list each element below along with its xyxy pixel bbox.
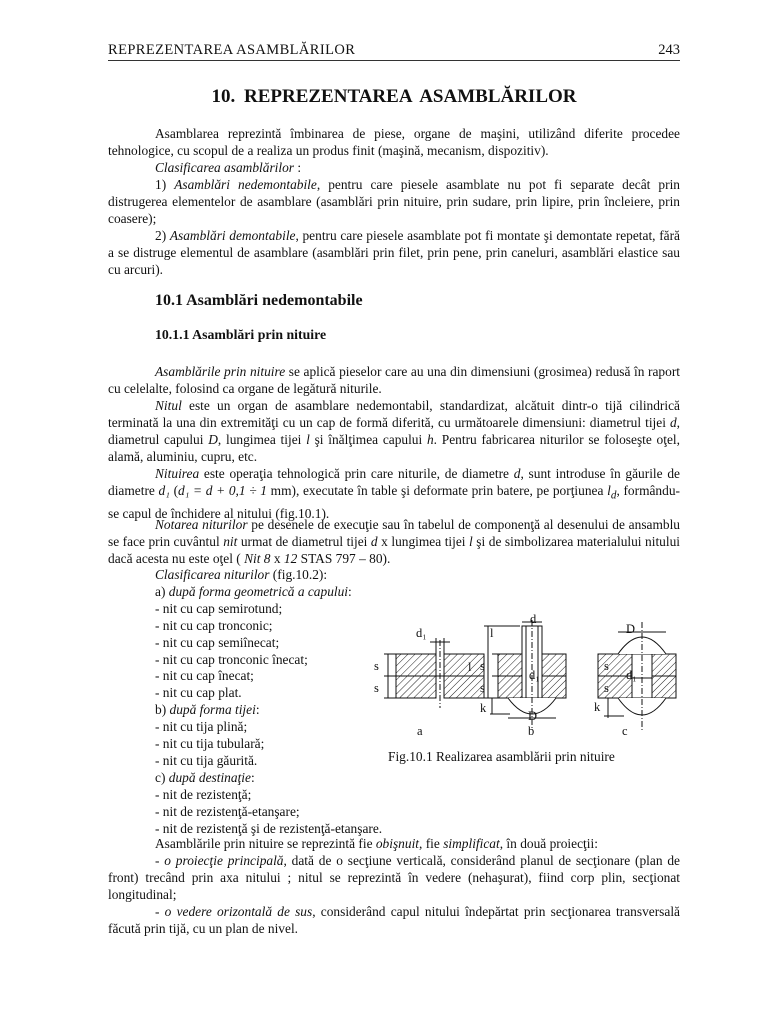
dim-label-d1: d₁ [529,668,540,682]
panel-b-rivet [484,620,566,728]
riveting-paragraph-2: Nitul este un organ de asamblare nedemontabil, standardizat, alcătuit dintr-o tijă cilindrică terminată la una din extremităţi cu un cap de formă diferită, cu următoarele dimensiuni: diametrul tijei d, diametrul capului D, lungimea tijei l şi înălţimea capului h. Pentru fabricarea niturilor se foloseşte oţel, alamă, aluminiu, cupru, etc. [108,398,680,464]
list-item: - nit cu tija tubulară; [155,736,265,752]
intro-paragraph: Asamblarea reprezintă îmbinarea de piese, organe de maşini, utilizând diferite procedee tehnologice, cu scopul de a realiza un produs finit (maşină, mecanism, dispozitiv). [108,126,680,158]
list-item: - nit cu cap înecat; [155,668,254,684]
dim-label-s: s [374,681,379,695]
dim-label-ld: l [490,626,494,640]
representation-paragraph-2: - o proiecţie principală, dată de o secţiune verticală, considerând planul de secţionare (plan de front) trecând prin axa nitului ; nitul se reprezintă în vedere (nehaşurat), fiind corp plin, secţionat longitudinal; [108,853,680,902]
classification-heading: Clasificarea asamblărilor : [155,160,302,175]
panel-label-b: b [528,724,535,738]
running-header-title: REPREZENTAREA ASAMBLĂRILOR [108,42,356,58]
riveting-paragraph-4: Notarea niturilor pe desenele de execuţie sau în tabelul de componenţă al desenului de ansamblu se face prin cuvântul nit urmat de diametrul tijei d x lungimea tijei l şi de simbolizarea materialului nitului dacă acesta nu este oţel ( Nit 8 x 12 STAS 797 – 80). [108,517,681,566]
classification-item-1: 1) Asamblări nedemontabile, pentru care piesele asamblate nu pot fi separate decât prin distrugerea elementelor de asamblare (asamblări prin nituire, prin sudare, prin lipire, prin încleiere, prin coasere); [108,177,680,226]
list-item: - nit cu cap tronconic înecat; [155,651,308,667]
list-item: - nit cu tija plină; [155,719,248,735]
dim-label-d: d [530,612,537,626]
group-c-title: c) după destinaţie: [155,769,255,785]
riveting-paragraph-1: Asamblările prin nituire se aplică pieselor care au una din dimensiuni (grosimea) redusă în raport cu celelalte, folosind ca organe de legătură niturile. [108,364,680,396]
dim-label-d1: d₁ [416,626,427,640]
panel-label-a: a [417,724,423,738]
dim-label-d1: d₁ [626,668,637,682]
rivet-figure [372,612,682,742]
section-title: 10.1 Asamblări nedemontabile [155,292,363,309]
list-item: - nit cu cap semirotund; [155,600,283,616]
running-header [108,42,680,61]
dim-label-s: s [374,659,379,673]
subsection-title: 10.1.1 Asamblări prin nituire [155,327,327,342]
list-item: - nit cu tija găurită. [155,752,258,768]
list-item: - nit de rezistenţă-etanşare; [155,803,300,819]
list-item: - nit de rezistenţă; [155,786,252,802]
list-item: - nit cu cap plat. [155,685,242,701]
list-item: - nit cu cap semiînecat; [155,634,280,650]
classification-label: Clasificarea asamblărilor [155,160,294,175]
list-item: - nit de rezistenţă şi de rezistenţă-etanşare. [155,820,383,836]
list-item: - nit cu cap tronconic; [155,617,273,633]
dim-label-s: s [480,659,485,673]
group-b-title: b) după forma tijei: [155,702,260,718]
classification-item-2: 2) Asamblări demontabile, pentru care piesele asamblate pot fi montate şi demontate repetat, fără a se distruge elementul de asamblare (asamblări prin filet, prin pene, prin caneluri, asamblări elastice sau cu arcuri). [108,228,680,277]
figure-caption: Fig.10.1 Realizarea asamblării prin nituire [388,749,615,764]
riveting-paragraph-3: Nituirea este operaţia tehnologică prin care niturile, de diametre d, sunt introduse în găurile de diametre d₁ (d₁ = d + 0,1 ÷ 1 mm), executate în table şi deformate prin batere, pe porţiunea $l_d$, formându-se capul de închidere al nitului (fig.10.1). [108,466,680,521]
chapter-title: 10. REPREZENTAREA ASAMBLĂRILOR [211,86,577,107]
panel-label-c: c [622,724,628,738]
panel-c-rivet [598,622,676,730]
rivet-classification-title: Clasificarea niturilor (fig.10.2): [155,567,328,582]
dim-label-D: D [528,709,538,723]
representation-paragraph-3: - o vedere orizontală de sus, considerând capul nitului îndepărtat prin secţionarea transversală făcută prin tijă, cu un plan de nivel. [108,904,680,936]
representation-paragraph-1: Asamblările prin nituire se reprezintă fie obişnuit, fie simplificat, în două proiecţii: [155,836,598,851]
dim-label-s: s [604,681,609,695]
dim-label-s: s [480,681,485,695]
group-a-title: a) după forma geometrică a capului: [155,583,352,599]
dim-label-k: k [480,701,487,715]
dim-label-s: s [604,659,609,673]
dim-label-D: D [626,622,636,636]
dim-label-l: l [468,660,472,674]
dim-label-k: k [594,700,601,714]
page-number: 243 [658,42,680,58]
